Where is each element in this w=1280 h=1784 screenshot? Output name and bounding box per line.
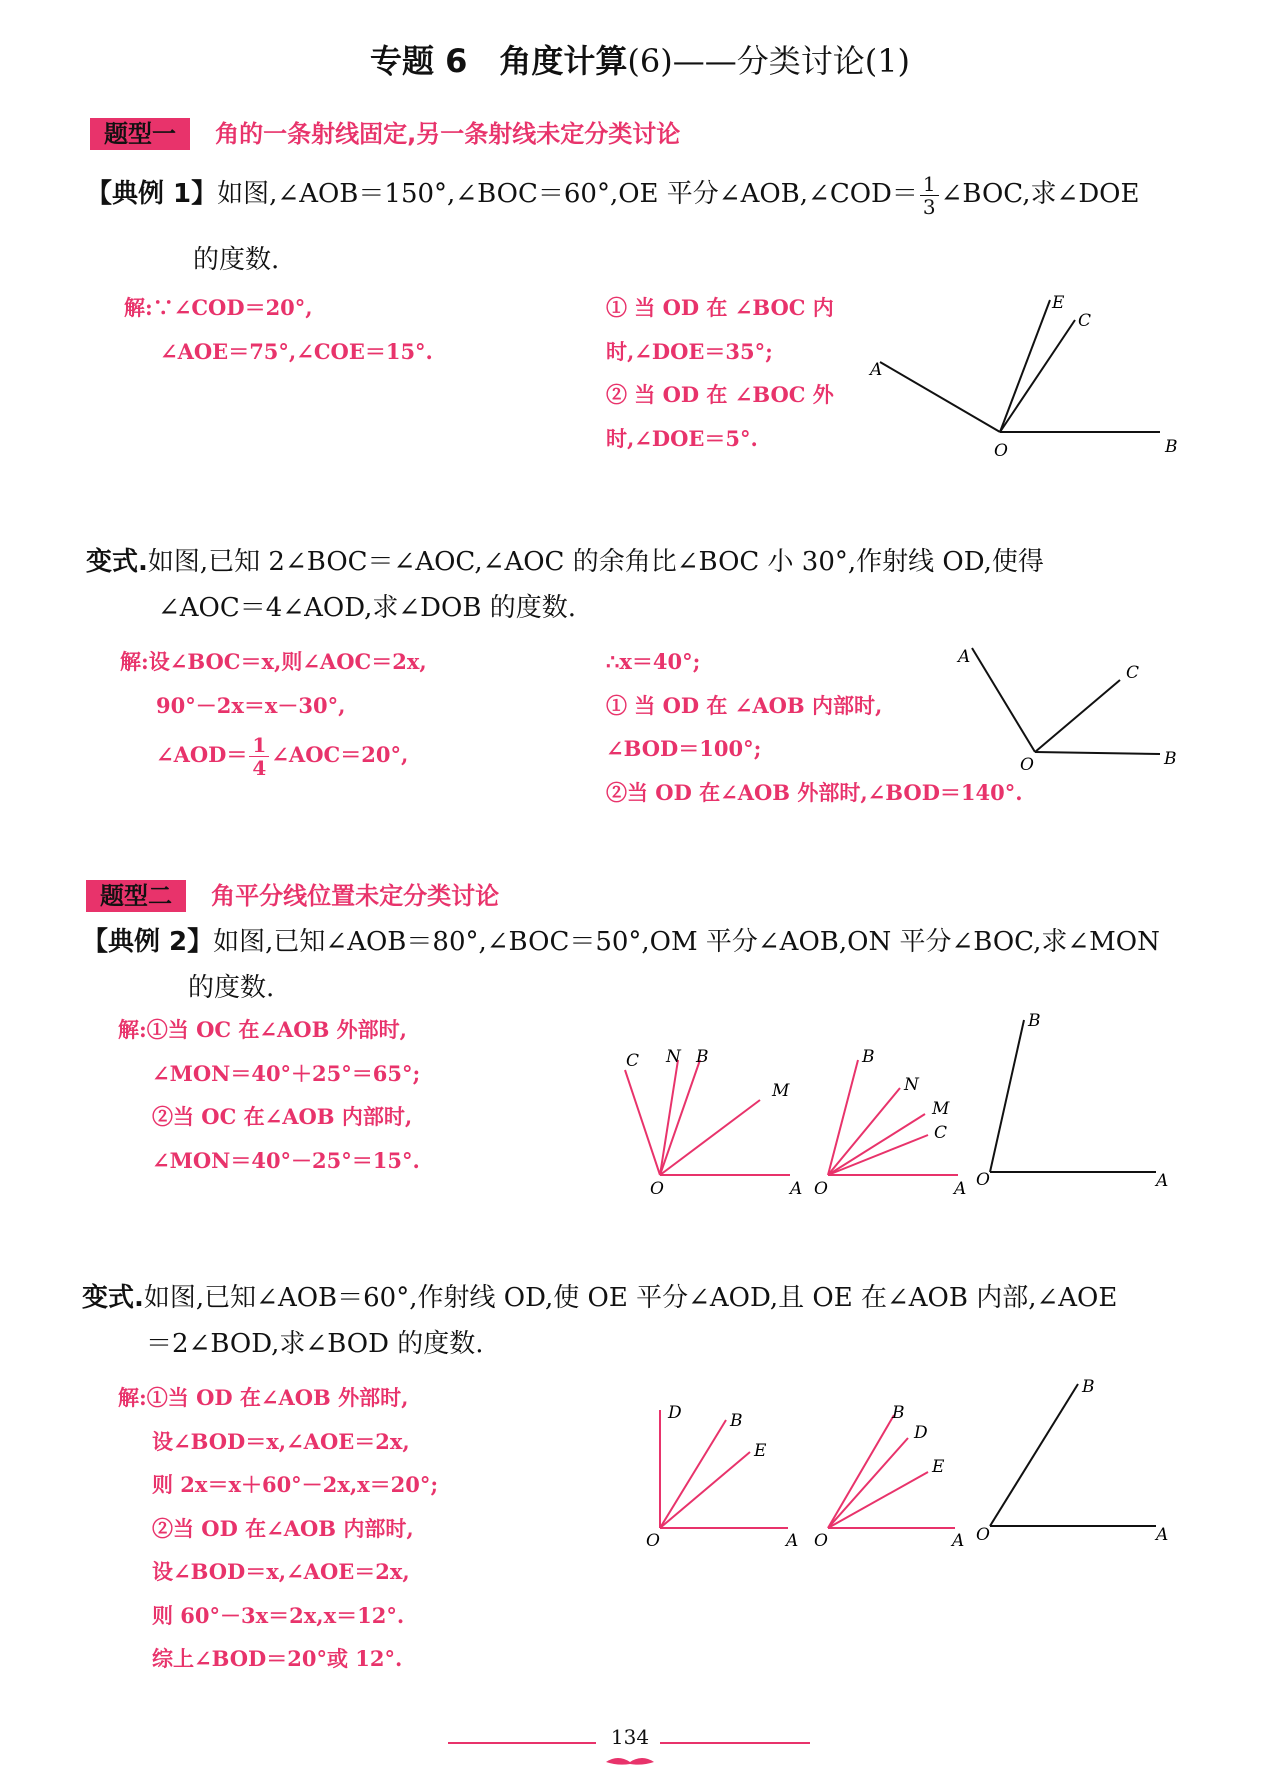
solution-part: ∠AOC＝20°, <box>271 742 409 767</box>
label-A: A <box>958 647 971 667</box>
section2-heading: 角平分线位置未定分类讨论 <box>211 882 500 910</box>
ray-OA <box>880 362 1000 432</box>
variant2-tag: 变式. <box>82 1283 144 1313</box>
label-B: B <box>696 1047 709 1067</box>
example1-text-a: 如图,∠AOB＝150°,∠BOC＝60°,OE 平分∠AOB,∠COD＝ <box>217 179 918 209</box>
variant1-line2: ∠AOC＝4∠AOD,求∠DOB 的度数. <box>158 593 576 623</box>
ray-OB <box>990 1384 1078 1526</box>
example2-line1 <box>82 920 1160 964</box>
solution-line: ∠AOE＝75°,∠COE＝15°. <box>160 338 433 364</box>
solution-line: 时,∠DOE＝35°; <box>606 338 773 364</box>
label-A: A <box>1156 1171 1169 1191</box>
label-B: B <box>1165 437 1178 457</box>
example1-text-c: 的度数. <box>193 245 280 275</box>
section1-badge: 题型一 <box>90 118 190 150</box>
variant2-line2: ＝2∠BOD,求∠BOD 的度数. <box>146 1329 484 1359</box>
label-A: A <box>1156 1525 1169 1545</box>
ray-OC <box>1035 680 1120 752</box>
solution-line: ②当 OD 在∠AOB 外部时,∠BOD＝140°. <box>606 779 1023 805</box>
label-B: B <box>862 1047 875 1067</box>
label-O: O <box>976 1525 990 1545</box>
solution-line: ① 当 OD 在 ∠BOC 内 <box>606 295 834 320</box>
solution-line: 设∠BOD＝x,∠AOE＝2x, <box>152 1559 410 1584</box>
example1-statement <box>86 172 1139 218</box>
label-A: A <box>952 1531 965 1550</box>
variant1-line1 <box>86 540 1044 584</box>
solution-line <box>120 733 427 779</box>
ray-OC <box>625 1070 660 1175</box>
label-A: A <box>870 360 883 380</box>
example1-tag: 【典例 1】 <box>86 179 218 209</box>
ray-OC <box>828 1135 928 1175</box>
label-B: B <box>1028 1011 1041 1031</box>
solution-line: 解:①当 OD 在∠AOB 外部时, <box>118 1385 409 1410</box>
solution-line: ② 当 OD 在 ∠BOC 外 <box>606 382 834 407</box>
label-E: E <box>1052 293 1065 313</box>
example2-solution <box>118 1008 420 1182</box>
label-O: O <box>646 1531 660 1550</box>
example1-text-b: ∠BOC,求∠DOE <box>940 179 1140 209</box>
solution-line: 90°－2x＝x－30°, <box>156 692 346 718</box>
example2-text: 如图,已知∠AOB＝80°,∠BOC＝50°,OM 平分∠AOB,ON 平分∠BOC,求∠MON <box>213 927 1160 957</box>
label-A: A <box>786 1531 799 1550</box>
solution-line: ∠MON＝40°－25°＝15°. <box>152 1147 420 1173</box>
solution-line: 解:∵∠COD＝20°, <box>124 295 313 320</box>
page-number: 134 <box>610 1725 650 1749</box>
solution-line: ②当 OC 在∠AOB 内部时, <box>152 1104 413 1129</box>
section1-header <box>90 114 680 149</box>
figure-example2-case2 <box>800 1040 980 1200</box>
label-N: N <box>666 1047 681 1067</box>
label-O: O <box>1020 755 1034 770</box>
label-O: O <box>650 1179 664 1199</box>
solution-line: 综上∠BOD＝20°或 12°. <box>152 1646 403 1671</box>
solution-line: 设∠BOD＝x,∠AOE＝2x, <box>152 1428 410 1454</box>
label-O: O <box>814 1179 828 1199</box>
solution-line: 则 60°－3x＝2x,x＝12°. <box>152 1602 405 1628</box>
label-C: C <box>626 1051 640 1071</box>
figure-variant2-base <box>966 1370 1176 1550</box>
ray-OB <box>1035 752 1160 754</box>
ray-OD <box>828 1438 908 1528</box>
ray-ON <box>660 1060 678 1175</box>
frac-den: 4 <box>252 756 267 780</box>
figure-example2-case1 <box>610 1040 810 1200</box>
section2-header <box>86 876 499 911</box>
figure-example2-base <box>966 1000 1176 1200</box>
solution-line: 则 2x＝x＋60°－2x,x＝20°; <box>152 1472 439 1497</box>
solution-line: ∴x＝40°; <box>606 649 701 674</box>
example1-solution-right <box>606 286 834 460</box>
title-main: 专题 6 角度计算 <box>369 42 628 80</box>
label-A: A <box>790 1179 803 1199</box>
frac-num: 1 <box>249 734 269 757</box>
page-title <box>0 36 1280 82</box>
ray-OB <box>828 1415 894 1528</box>
ray-OB <box>990 1020 1024 1172</box>
variant2-text: 如图,已知∠AOB＝60°,作射线 OD,使 OE 平分∠AOD,且 OE 在∠AOB 内部,∠AOE <box>143 1283 1118 1313</box>
variant1-tag: 变式. <box>86 547 148 577</box>
example2-line2: 的度数. <box>188 973 275 1003</box>
figure-variant2-case2 <box>800 1390 980 1550</box>
solution-line: 解:设∠BOC＝x,则∠AOC＝2x, <box>120 649 427 674</box>
solution-line: ②当 OD 在∠AOB 内部时, <box>152 1515 414 1541</box>
label-E: E <box>754 1441 767 1461</box>
label-B: B <box>1164 749 1177 769</box>
section1-heading: 角的一条射线固定,另一条射线未定分类讨论 <box>215 120 681 148</box>
ray-OE <box>1000 300 1050 432</box>
label-C: C <box>1126 663 1140 683</box>
title-paren: (6)——分类讨论(1) <box>627 42 911 80</box>
solution-line: ① 当 OD 在 ∠AOB 内部时, <box>606 692 883 718</box>
label-O: O <box>976 1170 990 1190</box>
figure-variant2-case1 <box>630 1390 810 1550</box>
frac-num: 1 <box>920 173 939 196</box>
example1-solution-left <box>124 286 433 373</box>
footer-ornament-icon <box>604 1752 656 1768</box>
solution-line: 解:①当 OC 在∠AOB 外部时, <box>118 1017 407 1042</box>
solution-line: 时,∠DOE＝5°. <box>606 425 758 451</box>
footer-rule-left <box>448 1742 596 1744</box>
ray-OM <box>660 1100 760 1175</box>
label-O: O <box>994 441 1008 460</box>
label-A: A <box>954 1179 967 1199</box>
ray-OE <box>660 1452 750 1528</box>
variant1-solution-left <box>120 640 427 779</box>
label-C: C <box>1078 311 1092 331</box>
fraction-one-third <box>920 173 939 218</box>
figure-example1 <box>860 290 1190 460</box>
label-M: M <box>772 1081 790 1101</box>
solution-part: ∠AOD＝ <box>156 742 248 767</box>
fraction-one-quarter <box>249 734 269 779</box>
ray-OE <box>828 1472 928 1528</box>
solution-line: ∠BOD＝100°; <box>606 736 762 761</box>
solution-line: ∠MON＝40°＋25°＝65°; <box>152 1060 421 1086</box>
variant2-line1 <box>82 1276 1117 1320</box>
variant1-text: 如图,已知 2∠BOC＝∠AOC,∠AOC 的余角比∠BOC 小 30°,作射线 OD,使得 <box>147 547 1044 577</box>
variant2-solution <box>118 1376 438 1681</box>
label-C: C <box>934 1123 948 1143</box>
label-N: N <box>904 1075 919 1095</box>
ray-OC <box>1000 320 1075 432</box>
label-B: B <box>730 1411 743 1431</box>
figure-variant1 <box>950 640 1180 770</box>
label-D: D <box>668 1403 682 1423</box>
label-O: O <box>814 1531 828 1550</box>
section2-badge: 题型二 <box>86 880 186 912</box>
label-E: E <box>932 1457 945 1477</box>
ray-OA <box>972 648 1035 752</box>
label-M: M <box>932 1099 950 1119</box>
label-B: B <box>892 1403 905 1423</box>
ray-OB <box>660 1420 726 1528</box>
example2-tag: 【典例 2】 <box>82 927 214 957</box>
label-D: D <box>914 1423 928 1443</box>
footer-rule-right <box>660 1742 810 1744</box>
label-B: B <box>1082 1377 1095 1397</box>
frac-den: 3 <box>922 194 936 219</box>
ray-OB <box>660 1060 700 1175</box>
